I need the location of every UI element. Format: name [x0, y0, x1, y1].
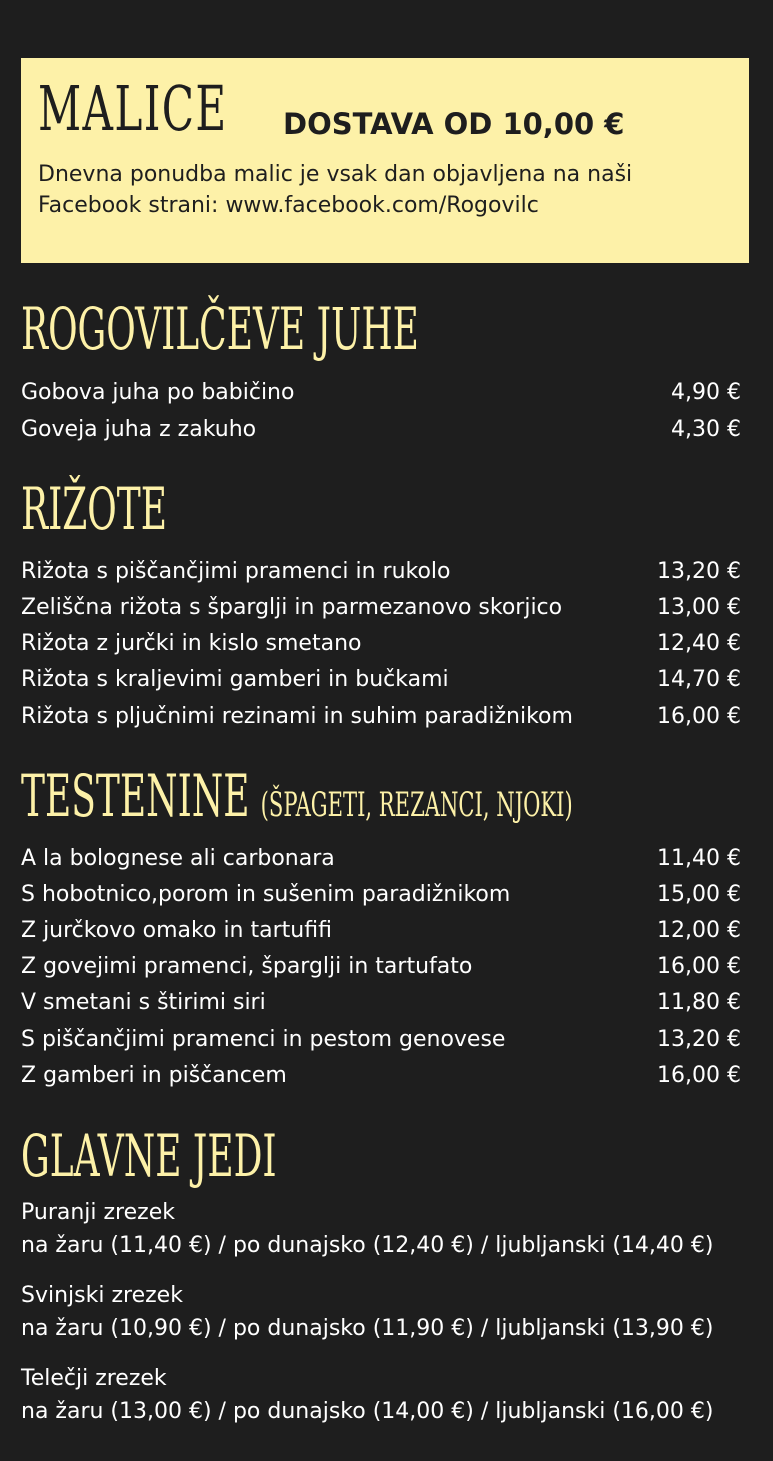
- item-price: 16,00 €: [657, 954, 741, 979]
- item-price: 12,00 €: [657, 918, 741, 943]
- menu-item: [21, 590, 741, 626]
- item-price: 13,00 €: [657, 595, 741, 620]
- item-name: A la bolognese ali carbonara: [21, 846, 335, 871]
- section-title-testenine: [21, 762, 573, 830]
- menu-item: [21, 412, 741, 448]
- item-price: 13,20 €: [657, 559, 741, 584]
- item-price: 16,00 €: [657, 1063, 741, 1088]
- item-name: V smetani s štirimi siri: [21, 990, 266, 1015]
- menu-item: [21, 877, 741, 913]
- menu-item: [21, 1058, 741, 1094]
- menu-item: [21, 699, 741, 735]
- menu-item: [21, 662, 741, 698]
- item-name: Rižota s pljučnimi rezinami in suhim paradižnikom: [21, 704, 573, 729]
- item-price: 4,90 €: [671, 380, 741, 405]
- menu-item: [21, 1022, 741, 1058]
- section-title-rizote: RIŽOTE: [21, 475, 167, 543]
- main-dish: [21, 1196, 751, 1262]
- item-price: 13,20 €: [657, 1027, 741, 1052]
- item-price: 11,40 €: [657, 846, 741, 871]
- main-dish-options: na žaru (11,40 €) / po dunajsko (12,40 €) / ljubljanski (14,40 €): [21, 1233, 714, 1258]
- section-title-text: TESTENINE: [21, 762, 250, 830]
- malice-text-line: Dnevna ponudba malic je vsak dan objavljena na naši: [38, 162, 633, 187]
- item-name: Z govejimi pramenci, šparglji in tartufato: [21, 954, 473, 979]
- item-name: Gobova juha po babičino: [21, 380, 295, 405]
- menu-item: [21, 949, 741, 985]
- item-name: Rižota s piščančjimi pramenci in rukolo: [21, 559, 451, 584]
- section-title-glavne-jedi: GLAVNE JEDI: [21, 1122, 277, 1190]
- main-dish-name: Telečji zrezek: [21, 1366, 167, 1391]
- main-dish: [21, 1279, 751, 1345]
- section-subtitle: (ŠPAGETI, REZANCI, NJOKI): [260, 785, 573, 825]
- item-price: 4,30 €: [671, 417, 741, 442]
- main-dish-name: Svinjski zrezek: [21, 1283, 183, 1308]
- menu-item: [21, 375, 741, 411]
- item-name: Rižota s kraljevimi gamberi in bučkami: [21, 667, 449, 692]
- item-name: Z jurčkovo omako in tartufifi: [21, 918, 332, 943]
- delivery-note: DOSTAVA OD 10,00 €: [283, 107, 625, 141]
- malice-description: [38, 159, 738, 221]
- section-title-juhe: ROGOVILČEVE JUHE: [21, 295, 419, 363]
- item-price: 15,00 €: [657, 882, 741, 907]
- item-name: Rižota z jurčki in kislo smetano: [21, 631, 362, 656]
- menu-item: [21, 626, 741, 662]
- item-name: S piščančjimi pramenci in pestom genovese: [21, 1027, 506, 1052]
- item-price: 12,40 €: [657, 631, 741, 656]
- malice-title: MALICE: [38, 72, 228, 145]
- main-dish-options: na žaru (10,90 €) / po dunajsko (11,90 €) / ljubljanski (13,90 €): [21, 1316, 714, 1341]
- menu-item: [21, 554, 741, 590]
- item-name: Zeliščna rižota s šparglji in parmezanovo skorjico: [21, 595, 563, 620]
- item-name: S hobotnico,porom in sušenim paradižnikom: [21, 882, 511, 907]
- menu-item: [21, 913, 741, 949]
- item-name: Z gamberi in piščancem: [21, 1063, 287, 1088]
- main-dish-name: Puranji zrezek: [21, 1200, 175, 1225]
- menu-item: [21, 985, 741, 1021]
- main-dish: [21, 1362, 751, 1428]
- item-price: 14,70 €: [657, 667, 741, 692]
- item-name: Goveja juha z zakuho: [21, 417, 257, 442]
- item-price: 16,00 €: [657, 704, 741, 729]
- item-price: 11,80 €: [657, 990, 741, 1015]
- malice-box: [21, 58, 749, 263]
- menu-item: [21, 841, 741, 877]
- main-dish-options: na žaru (13,00 €) / po dunajsko (14,00 €) / ljubljanski (16,00 €): [21, 1399, 714, 1424]
- malice-text-line: Facebook strani: www.facebook.com/Rogovilc: [38, 193, 539, 218]
